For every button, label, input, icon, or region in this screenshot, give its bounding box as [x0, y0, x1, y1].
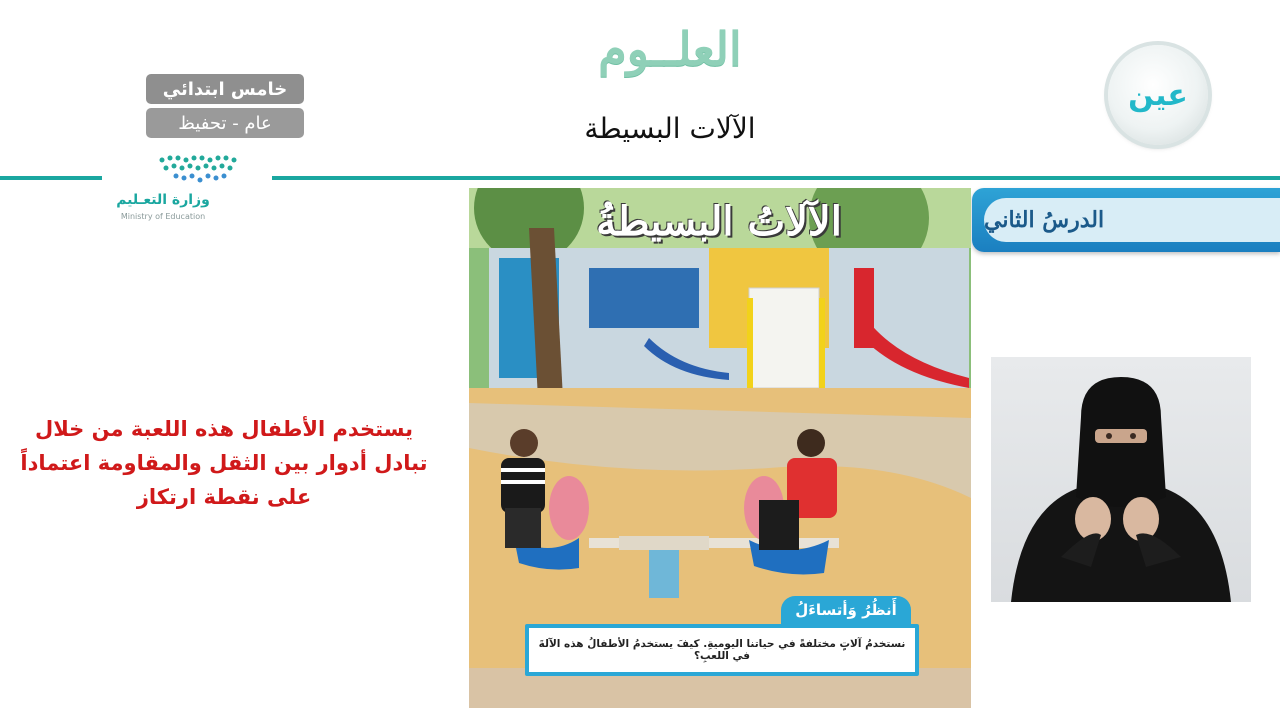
- lesson-tab: [972, 188, 1280, 252]
- interpreter-figure: [991, 357, 1251, 602]
- book-question-box: نستخدمُ آلاتٍ مختلفةً في حياتنا اليوميةِ. كيفَ يستخدمُ الأطفالُ هذه الآلةَ في اللعبِ؟: [525, 624, 919, 676]
- ministry-name-ar: وزارة التعـليم: [116, 192, 210, 208]
- channel-logo: [1108, 45, 1208, 145]
- lesson-tab-label: الدرسُ الثاني: [984, 198, 1280, 242]
- subject-title: العلــوم: [598, 22, 742, 76]
- textbook-page: [469, 188, 971, 708]
- ministry-name-en: Ministry of Education: [120, 212, 206, 221]
- ministry-logo: [108, 152, 218, 224]
- grade-badge: خامس ابتدائي: [146, 74, 304, 104]
- channel-logo-text: عين: [1128, 77, 1188, 113]
- track-badge: عام - تحفيظ: [146, 108, 304, 138]
- ministry-emblem-icon: [156, 152, 246, 188]
- book-question-heading: أَنظُرُ وَأتساءَلُ: [781, 596, 911, 624]
- book-lesson-title: الآلاتُ البسيطةُ: [596, 198, 842, 245]
- explanation-text: يستخدم الأطفال هذه اللعبة من خلال تبادل أدوار بين الثقل والمقاومة اعتماداً على نقطة ارتكاز: [20, 417, 428, 509]
- lesson-topic: الآلات البسيطة: [584, 112, 756, 145]
- sign-language-interpreter-video: [991, 357, 1251, 602]
